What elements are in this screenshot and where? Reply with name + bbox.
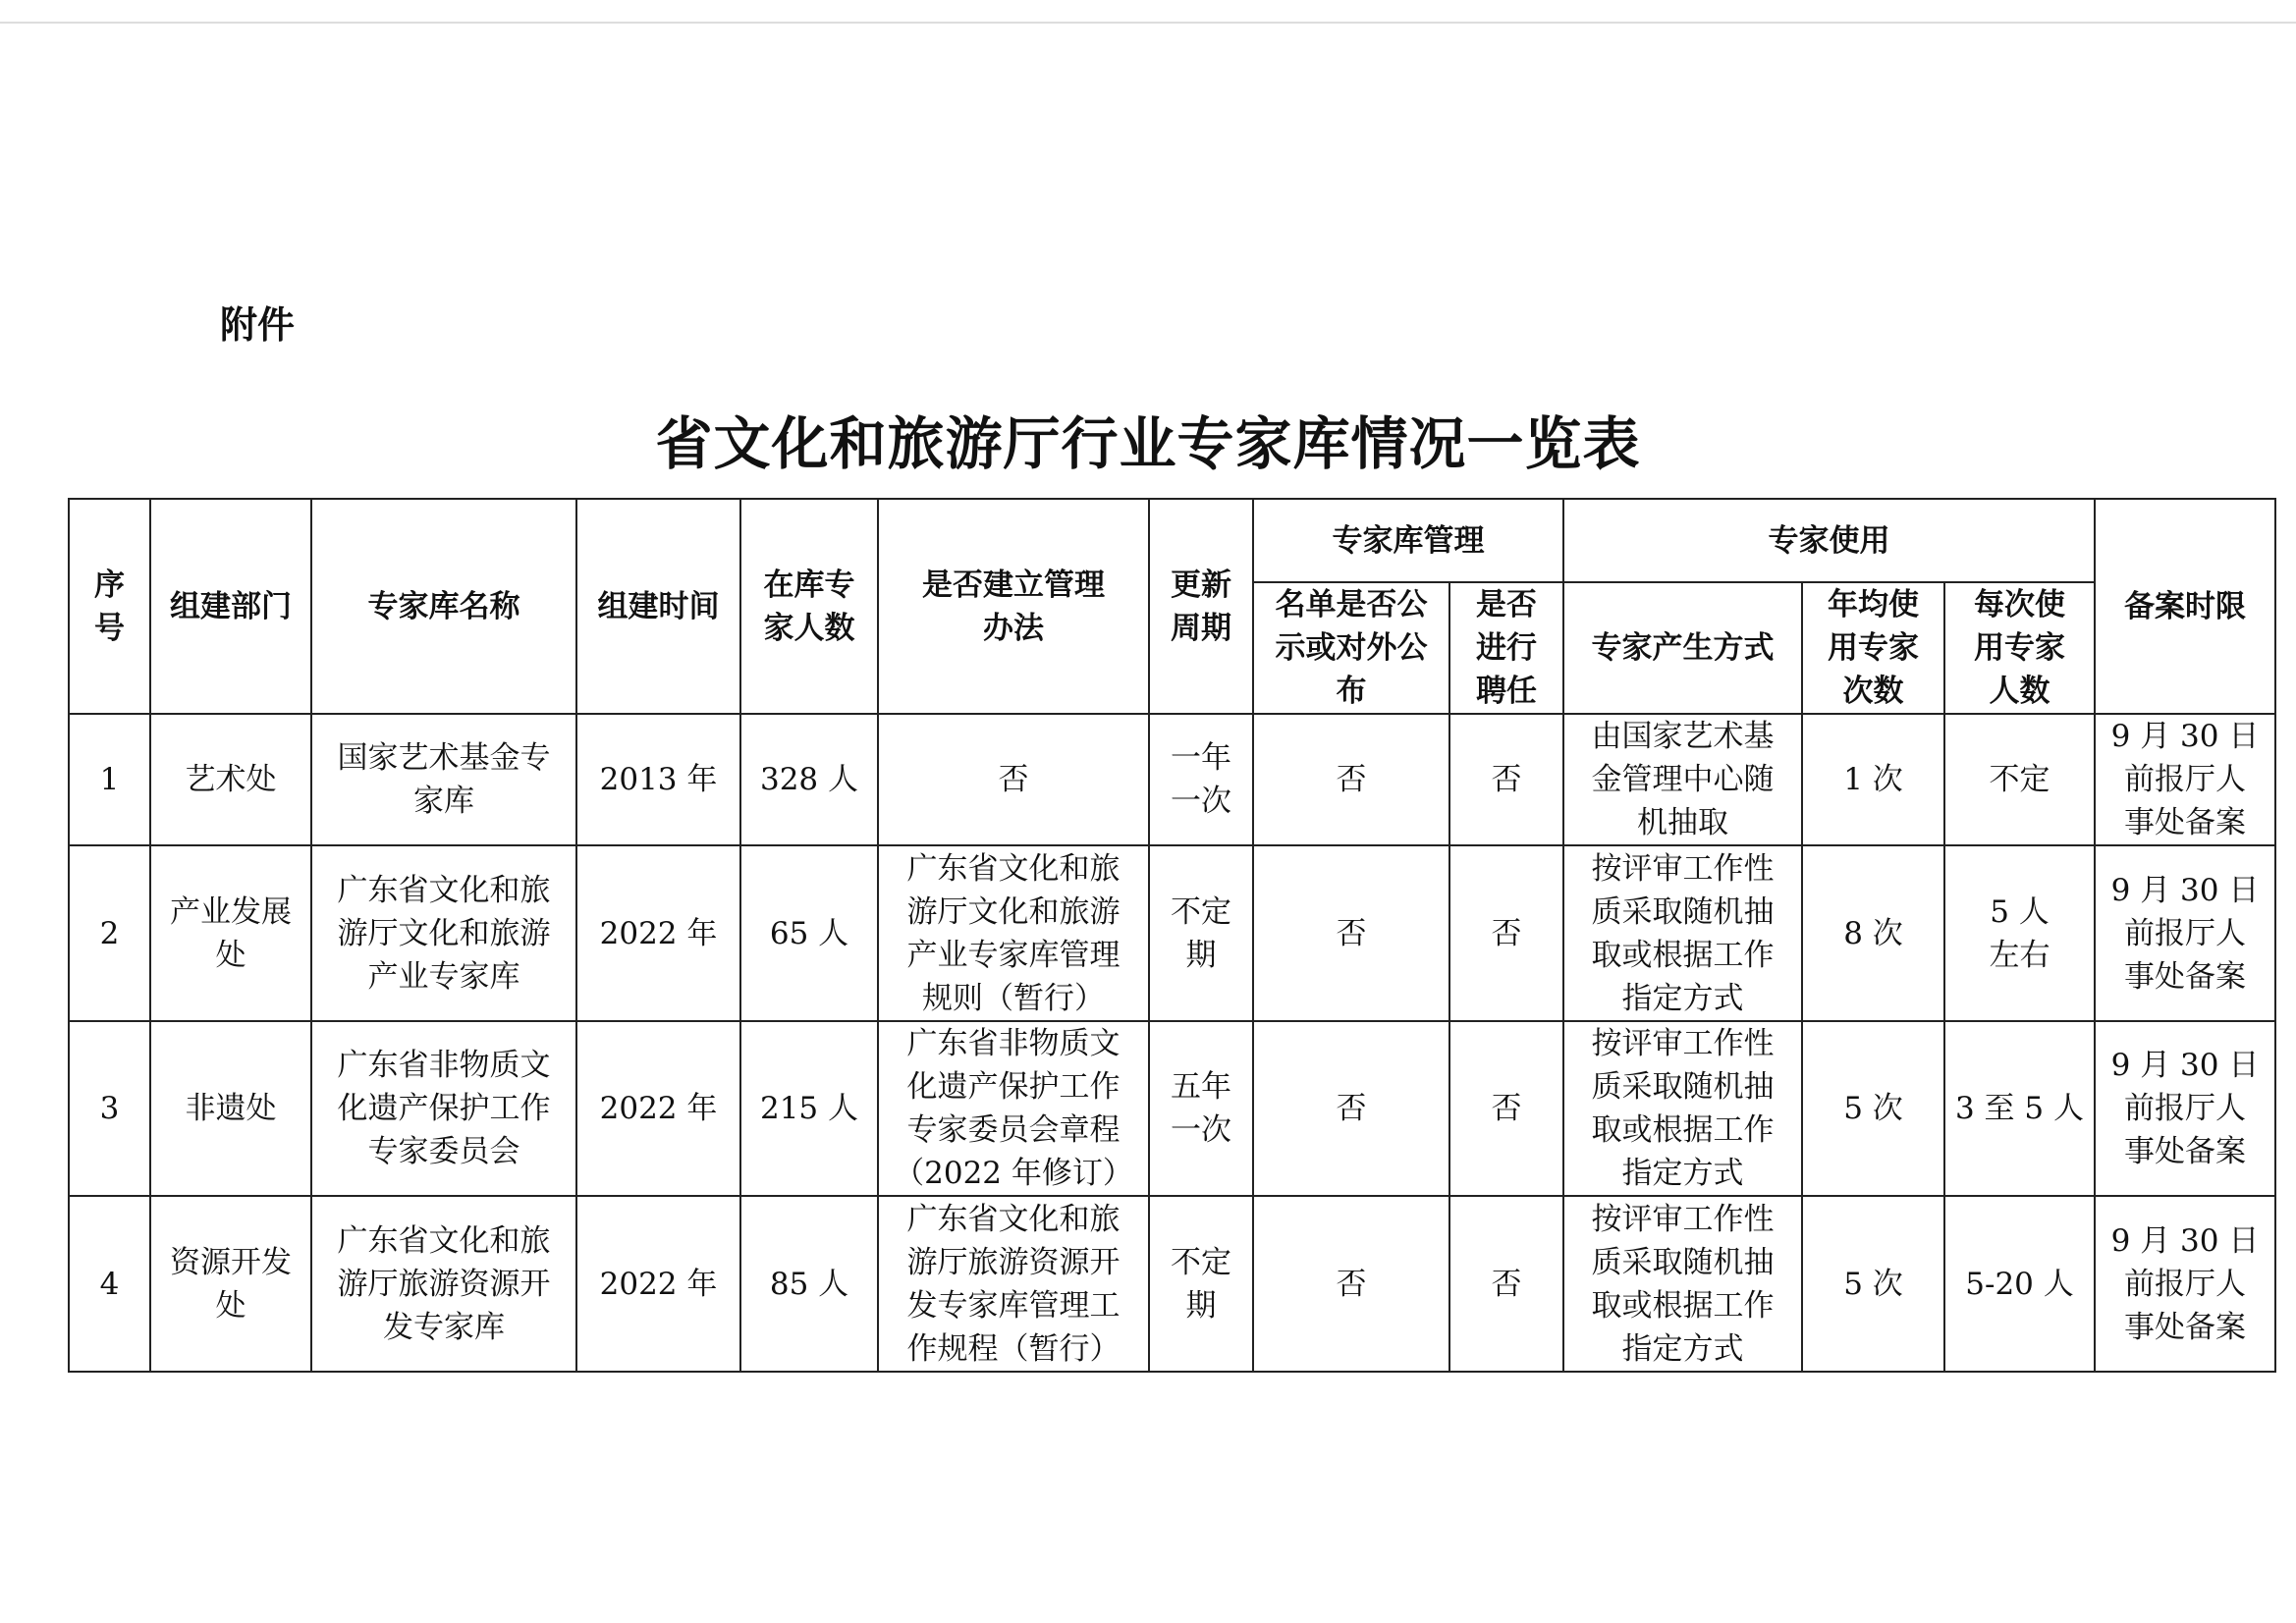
cell-hire: 否 (1449, 1196, 1563, 1372)
expert-database-table (68, 498, 2276, 1373)
cell-hire: 否 (1449, 845, 1563, 1021)
header-name: 专家库名称 (311, 499, 576, 714)
header-yearly: 年均使 用专家 次数 (1802, 582, 1944, 714)
cell-deadline: 9 月 30 日 前报厅人 事处备案 (2095, 1196, 2275, 1372)
cell-public: 否 (1253, 1021, 1449, 1196)
cell-count: 328 人 (740, 714, 878, 845)
cell-public: 否 (1253, 1196, 1449, 1372)
page-title: 省文化和旅游厅行业专家库情况一览表 (655, 410, 1641, 477)
cell-dept: 非遗处 (150, 1021, 311, 1196)
table-row (69, 714, 2275, 845)
header-rules: 是否建立管理 办法 (878, 499, 1149, 714)
cell-rules: 广东省非物质文 化遗产保护工作 专家委员会章程 （2022 年修订） (878, 1021, 1149, 1196)
header-mgmt-group: 专家库管理 (1253, 499, 1563, 582)
cell-name: 国家艺术基金专 家库 (311, 714, 576, 845)
cell-hire: 否 (1449, 1021, 1563, 1196)
header-seq: 序 号 (69, 499, 150, 714)
cell-deadline: 9 月 30 日 前报厅人 事处备案 (2095, 845, 2275, 1021)
cell-count: 85 人 (740, 1196, 878, 1372)
header-row-1 (69, 499, 2275, 582)
cell-public: 否 (1253, 714, 1449, 845)
cell-time: 2022 年 (576, 1021, 740, 1196)
cell-method: 按评审工作性 质采取随机抽 取或根据工作 指定方式 (1563, 1196, 1802, 1372)
header-count: 在库专 家人数 (740, 499, 878, 714)
cell-cycle: 一年 一次 (1149, 714, 1253, 845)
cell-yearly: 8 次 (1802, 845, 1944, 1021)
cell-yearly: 5 次 (1802, 1021, 1944, 1196)
cell-dept: 艺术处 (150, 714, 311, 845)
table-row (69, 1196, 2275, 1372)
cell-dept: 资源开发 处 (150, 1196, 311, 1372)
cell-time: 2013 年 (576, 714, 740, 845)
cell-method: 按评审工作性 质采取随机抽 取或根据工作 指定方式 (1563, 845, 1802, 1021)
cell-yearly: 1 次 (1802, 714, 1944, 845)
header-time: 组建时间 (576, 499, 740, 714)
header-method: 专家产生方式 (1563, 582, 1802, 714)
cell-name: 广东省非物质文 化遗产保护工作 专家委员会 (311, 1021, 576, 1196)
table-row (69, 845, 2275, 1021)
cell-name: 广东省文化和旅 游厅文化和旅游 产业专家库 (311, 845, 576, 1021)
cell-method: 由国家艺术基 金管理中心随 机抽取 (1563, 714, 1802, 845)
cell-deadline: 9 月 30 日 前报厅人 事处备案 (2095, 1021, 2275, 1196)
cell-per: 3 至 5 人 (1944, 1021, 2095, 1196)
attachment-label: 附件 (220, 303, 296, 347)
cell-dept: 产业发展 处 (150, 845, 311, 1021)
header-per: 每次使 用专家 人数 (1944, 582, 2095, 714)
cell-deadline: 9 月 30 日 前报厅人 事处备案 (2095, 714, 2275, 845)
cell-per: 不定 (1944, 714, 2095, 845)
cell-count: 65 人 (740, 845, 878, 1021)
header-use-group: 专家使用 (1563, 499, 2095, 582)
cell-hire: 否 (1449, 714, 1563, 845)
header-public: 名单是否公 示或对外公 布 (1253, 582, 1449, 714)
header-dept: 组建部门 (150, 499, 311, 714)
header-cycle: 更新 周期 (1149, 499, 1253, 714)
page-top-edge (0, 22, 2296, 24)
cell-rules: 广东省文化和旅 游厅旅游资源开 发专家库管理工 作规程（暂行） (878, 1196, 1149, 1372)
cell-yearly: 5 次 (1802, 1196, 1944, 1372)
cell-seq: 4 (69, 1196, 150, 1372)
cell-per: 5 人 左右 (1944, 845, 2095, 1021)
cell-cycle: 五年 一次 (1149, 1021, 1253, 1196)
cell-seq: 3 (69, 1021, 150, 1196)
cell-per: 5-20 人 (1944, 1196, 2095, 1372)
cell-cycle: 不定 期 (1149, 1196, 1253, 1372)
table-row (69, 1021, 2275, 1196)
cell-rules: 否 (878, 714, 1149, 845)
header-deadline: 备案时限 (2095, 499, 2275, 714)
cell-time: 2022 年 (576, 845, 740, 1021)
cell-time: 2022 年 (576, 1196, 740, 1372)
cell-count: 215 人 (740, 1021, 878, 1196)
cell-rules: 广东省文化和旅 游厅文化和旅游 产业专家库管理 规则（暂行） (878, 845, 1149, 1021)
cell-seq: 1 (69, 714, 150, 845)
cell-method: 按评审工作性 质采取随机抽 取或根据工作 指定方式 (1563, 1021, 1802, 1196)
cell-public: 否 (1253, 845, 1449, 1021)
cell-name: 广东省文化和旅 游厅旅游资源开 发专家库 (311, 1196, 576, 1372)
header-hire: 是否 进行 聘任 (1449, 582, 1563, 714)
cell-seq: 2 (69, 845, 150, 1021)
cell-cycle: 不定 期 (1149, 845, 1253, 1021)
